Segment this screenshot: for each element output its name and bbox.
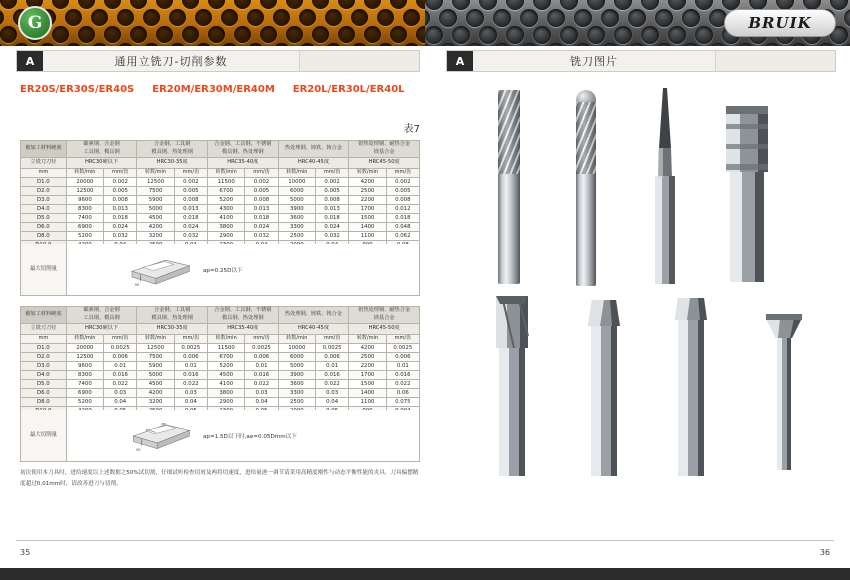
table-cell: 2200 (349, 361, 386, 370)
max-cut-text-1: ap=0.25D以下 (203, 267, 243, 274)
table-row (21, 352, 420, 361)
table-unit-header: 转数/min (137, 334, 174, 343)
table-row (21, 223, 420, 232)
table-cell: 0.01 (174, 361, 207, 370)
table-cell: 0.022 (386, 380, 419, 389)
table-cell: 6900 (66, 389, 103, 398)
table-cell: 5000 (137, 204, 174, 213)
table-cell: 0.005 (245, 186, 278, 195)
table-row (21, 398, 420, 407)
table-cell: 0.024 (316, 223, 349, 232)
table-cell: 0.016 (386, 370, 419, 379)
table-unit-header: mm/齿 (386, 168, 419, 177)
table-unit-header: 转数/min (66, 168, 103, 177)
table-unit-header: mm/齿 (245, 168, 278, 177)
table-cell: 12500 (66, 352, 103, 361)
table-cell: 0.013 (316, 204, 349, 213)
table-cell: 1100 (349, 398, 386, 407)
table-cell: 4100 (207, 214, 244, 223)
table-group-header: 热处理钢、铸铁、铸合金 (278, 307, 349, 324)
series-code-s: ER20S/ER30S/ER40S (20, 84, 135, 95)
table-cell: 0.005 (174, 186, 207, 195)
svg-text:ap: ap (136, 447, 141, 452)
table-cell: D4.0 (21, 204, 67, 213)
table-cell: 0.008 (316, 195, 349, 204)
table-cell: 5000 (137, 370, 174, 379)
series-code-l: ER20L/ER30L/ER40L (292, 84, 405, 95)
table-cell: 0.002 (174, 177, 207, 186)
table-sub-header: 立铣刀刀径 (21, 157, 67, 168)
table-unit-header: mm/齿 (245, 334, 278, 343)
table-cell: 5900 (137, 361, 174, 370)
table-cell: 0.024 (174, 223, 207, 232)
header-tail-right (715, 51, 835, 71)
table-cell: 10000 (278, 177, 315, 186)
table-sub-header: HRC35-40度 (207, 323, 278, 334)
table-row (21, 204, 420, 213)
top-banner (0, 0, 850, 46)
ball-mill-shank (576, 174, 596, 286)
svg-text:ap: ap (134, 281, 140, 286)
header-tail-left (299, 51, 419, 71)
table-cell: 1400 (349, 389, 386, 398)
end-mill-shank (498, 174, 520, 284)
table-cell: 4200 (349, 343, 386, 352)
table-group-header: 碳素钢、合金钢 工具钢、模具钢 (66, 141, 137, 158)
table-cell: 0.04 (245, 398, 278, 407)
series-code-row (20, 84, 420, 95)
table-cell: 0.002 (386, 177, 419, 186)
table-cell: 3600 (278, 214, 315, 223)
table-cell: 0.022 (245, 380, 278, 389)
roughing-end-mill (724, 106, 770, 286)
table-group-header: 铝热处理钢、耐热合金 镁基合金 (349, 307, 420, 324)
table-cell: 2500 (278, 232, 315, 241)
table-cell: D5.0 (21, 380, 67, 389)
table-group-header: 碳素钢、合金钢 工具钢、模具钢 (66, 307, 137, 324)
table-cell: 20000 (66, 343, 103, 352)
page-number-right: 36 (819, 548, 830, 557)
table-cell: D6.0 (21, 223, 67, 232)
table-cell: 5200 (66, 398, 103, 407)
table-cell: 4500 (137, 380, 174, 389)
table-cell: 1500 (349, 380, 386, 389)
table-cell: 11500 (207, 177, 244, 186)
table-row (21, 370, 420, 379)
table-cell: 0.018 (174, 214, 207, 223)
series-code-m: ER20M/ER30M/ER40M (152, 84, 275, 95)
slot-drill-body (494, 296, 530, 476)
table-cell: 11500 (207, 343, 244, 352)
table-row (21, 232, 420, 241)
table-group-header: 合金钢、工具钢 模具钢、热处理钢 (137, 307, 208, 324)
ball-mill-flutes (576, 102, 596, 176)
table-cell: 4300 (207, 204, 244, 213)
table-cell: 3800 (207, 223, 244, 232)
table-caption: 表7 (403, 124, 420, 135)
table-sub-header: HRC45-50度 (349, 323, 420, 334)
table-cell: D4.0 (21, 370, 67, 379)
table-cell: 6900 (66, 223, 103, 232)
company-logo-icon: G (18, 6, 52, 40)
table-unit-header: 转数/min (349, 168, 386, 177)
cutting-parameters-table-1 (20, 140, 420, 260)
table-cell: 0.016 (316, 370, 349, 379)
tapered-end-mill (652, 88, 678, 288)
table-cell: D6.0 (21, 389, 67, 398)
svg-text:ae: ae (161, 421, 166, 426)
table-cell: D3.0 (21, 361, 67, 370)
end-mill-flutes (498, 90, 520, 176)
table-cell: 6700 (207, 186, 244, 195)
table-cell: 1400 (349, 223, 386, 232)
table-cell: 0.04 (104, 398, 137, 407)
slot-milling-diagram-ap (125, 253, 195, 287)
table-unit-header: mm/齿 (386, 334, 419, 343)
table-cell: 3900 (278, 370, 315, 379)
table-unit-header: mm/齿 (174, 334, 207, 343)
table-cell: 0.022 (174, 380, 207, 389)
table-cell: D1.0 (21, 343, 67, 352)
table-cell: D2.0 (21, 186, 67, 195)
table-unit-header: 转数/min (137, 168, 174, 177)
table-cell: 20000 (66, 177, 103, 186)
table-unit-header: mm/齿 (104, 334, 137, 343)
table-group-header: 合金钢、工具钢、不锈钢 模具钢、热处理钢 (207, 141, 278, 158)
table-cell: 5000 (278, 195, 315, 204)
table-cell: 0.008 (174, 195, 207, 204)
table-cell: 0.018 (104, 214, 137, 223)
table-sub-header: 立铣刀刀径 (21, 323, 67, 334)
max-cut-label-1: 最大切削量 (21, 244, 67, 295)
table-sub-header: HRC45-50度 (349, 157, 420, 168)
table-cell: 0.006 (316, 352, 349, 361)
table-cell: 0.075 (386, 398, 419, 407)
table-cell: 2500 (349, 352, 386, 361)
table-cell: 8300 (66, 370, 103, 379)
table-cell: 3800 (207, 389, 244, 398)
table-sub-header: HRC40-45度 (278, 323, 349, 334)
table-cell: D8.0 (21, 398, 67, 407)
bottom-black-bar (0, 568, 850, 580)
table-cell: 4500 (207, 370, 244, 379)
table-cell: 7500 (137, 186, 174, 195)
table-unit-header: mm/齿 (316, 168, 349, 177)
tapered-mill-body (652, 88, 678, 284)
table-unit-header: 转数/min (349, 334, 386, 343)
table-cell: 0.013 (174, 204, 207, 213)
table-cell: 0.062 (386, 232, 419, 241)
table-cell: 5200 (207, 361, 244, 370)
table-cell: 7500 (137, 352, 174, 361)
table-sub-header: HRC30-35度 (137, 323, 208, 334)
table-sub-header: HRC35-40度 (207, 157, 278, 168)
table-unit-header: 转数/min (66, 334, 103, 343)
table-cell: 0.008 (245, 195, 278, 204)
corner-radius-mill-body (674, 298, 708, 476)
table-cell: 0.005 (104, 186, 137, 195)
table-cell: 3900 (278, 204, 315, 213)
table-cell: 4200 (137, 223, 174, 232)
table-cell: 12500 (137, 177, 174, 186)
table-cell: 6700 (207, 352, 244, 361)
table-cell: 7400 (66, 380, 103, 389)
table-row (21, 177, 420, 186)
t-slot-cutter-body (764, 312, 804, 470)
table-cell: 1700 (349, 204, 386, 213)
table-cell: 5900 (137, 195, 174, 204)
table-cell: 0.0025 (245, 343, 278, 352)
table-cell: 0.0025 (104, 343, 137, 352)
table-cell: 0.0025 (174, 343, 207, 352)
table-cell: D1.0 (21, 177, 67, 186)
table-sub-header: HRC40-45度 (278, 157, 349, 168)
table-sub-header: HRC30硬以下 (66, 323, 137, 334)
table-cell: 0.04 (316, 398, 349, 407)
drilled-steel-plate-photo (425, 0, 850, 46)
table-group-header: 合金钢、工具钢 模具钢、热处理钢 (137, 141, 208, 158)
table-cell: 0.022 (104, 380, 137, 389)
roughing-mill-body (724, 106, 770, 282)
chamfer-mill-body (586, 300, 622, 476)
side-milling-diagram-ap-ae (125, 419, 195, 453)
table-cell: 0.002 (316, 177, 349, 186)
table-row (21, 389, 420, 398)
table-cell: 0.006 (174, 352, 207, 361)
table-cell: 0.018 (316, 214, 349, 223)
table-cell: 0.006 (104, 352, 137, 361)
table-cell: 10000 (278, 343, 315, 352)
hole-pattern-orange (0, 0, 425, 46)
table-cell: 0.008 (386, 195, 419, 204)
table-cell: 0.006 (245, 352, 278, 361)
table-cell: 0.01 (104, 361, 137, 370)
table-cell: 9600 (66, 195, 103, 204)
max-cut-text-2: ap=1.5D以下时,ae=0.05Dmm以下 (203, 433, 297, 440)
table-cell: 0.032 (104, 232, 137, 241)
page-number-left: 35 (20, 548, 31, 557)
table-cell: 5200 (66, 232, 103, 241)
table-cell: 1500 (349, 214, 386, 223)
table-group-header: 合金钢、工具钢、不锈钢 模具钢、热处理钢 (207, 307, 278, 324)
left-section-tag: A (17, 51, 43, 71)
table-cell: 0.032 (316, 232, 349, 241)
table-cell: 4200 (349, 177, 386, 186)
table-cell: 3200 (137, 232, 174, 241)
table-unit-header: mm (21, 168, 67, 177)
table-cell: 0.03 (104, 389, 137, 398)
table-cell: 2500 (349, 186, 386, 195)
left-section-header (16, 50, 420, 72)
table-cell: D5.0 (21, 214, 67, 223)
max-cut-note-2 (20, 410, 420, 462)
table-unit-header: 转数/min (278, 334, 315, 343)
table-cell: 4200 (137, 389, 174, 398)
table-cell: 8300 (66, 204, 103, 213)
table-cell: 0.032 (245, 232, 278, 241)
table-cell: 12500 (66, 186, 103, 195)
table-cell: 0.0025 (386, 343, 419, 352)
table-cell: 1100 (349, 232, 386, 241)
table-cell: 2900 (207, 398, 244, 407)
table-cell: D3.0 (21, 195, 67, 204)
table-row (21, 214, 420, 223)
table-cell: 0.024 (104, 223, 137, 232)
table-cell: 0.018 (245, 214, 278, 223)
table-cell: 6000 (278, 352, 315, 361)
table-cell: 0.016 (245, 370, 278, 379)
table-cell: 0.008 (104, 195, 137, 204)
t-slot-cutter (764, 312, 804, 474)
table-cell: 0.022 (316, 380, 349, 389)
max-cut-label-2: 最大切削量 (21, 410, 67, 461)
table-cell: 0.013 (104, 204, 137, 213)
table-unit-header: mm/齿 (174, 168, 207, 177)
table-cell: 5000 (278, 361, 315, 370)
table-cell: 9600 (66, 361, 103, 370)
table-cell: 0.01 (245, 361, 278, 370)
table-cell: 0.06 (386, 389, 419, 398)
brand-logo: BRUIK (724, 9, 836, 37)
table-unit-header: mm/齿 (104, 168, 137, 177)
table-cell: 0.01 (386, 361, 419, 370)
drilled-orange-plate-photo (0, 0, 425, 46)
table-row (21, 343, 420, 352)
chamfer-end-mill (586, 300, 622, 480)
tool-photo-grid (446, 84, 836, 484)
table-cell: 3300 (278, 389, 315, 398)
table-row (21, 361, 420, 370)
table-unit-header: mm (21, 334, 67, 343)
corner-radius-end-mill (674, 298, 708, 480)
table-cell: 2900 (207, 232, 244, 241)
table-row (21, 186, 420, 195)
table-group-header: 被加工材料硬度 (21, 307, 67, 324)
table-unit-header: 转数/min (207, 168, 244, 177)
table-row (21, 380, 420, 389)
right-section-tag: A (447, 51, 473, 71)
table-unit-header: mm/齿 (316, 334, 349, 343)
2-flute-slot-drill (494, 296, 530, 480)
right-section-header (446, 50, 836, 72)
table-cell: 0.016 (104, 370, 137, 379)
table-cell: D8.0 (21, 232, 67, 241)
cutting-parameters-table-2 (20, 306, 420, 426)
table-cell: 0.01 (316, 361, 349, 370)
table-cell: 0.012 (386, 204, 419, 213)
table-cell: 4100 (207, 380, 244, 389)
table-cell: 5200 (207, 195, 244, 204)
table-unit-header: 转数/min (278, 168, 315, 177)
left-section-title: 通用立铣刀-切削参数 (114, 55, 228, 68)
table-cell: 2200 (349, 195, 386, 204)
table-cell: 0.005 (316, 186, 349, 195)
table-cell: 2500 (278, 398, 315, 407)
table-cell: 0.0025 (316, 343, 349, 352)
max-cut-figure-1 (67, 253, 419, 287)
table-cell: 0.024 (245, 223, 278, 232)
table-cell: 0.016 (174, 370, 207, 379)
table-cell: 0.006 (386, 352, 419, 361)
footer-divider (16, 540, 834, 541)
table-cell: 1700 (349, 370, 386, 379)
table-cell: 0.002 (245, 177, 278, 186)
table-row (21, 195, 420, 204)
table-group-header: 铝热处理钢、耐热合金 镁基合金 (349, 141, 420, 158)
table-cell: 12500 (137, 343, 174, 352)
table-cell: 6000 (278, 186, 315, 195)
table-cell: 0.005 (386, 186, 419, 195)
table-cell: D2.0 (21, 352, 67, 361)
table-group-header: 被加工材料硬度 (21, 141, 67, 158)
table-cell: 0.032 (174, 232, 207, 241)
table-cell: 3600 (278, 380, 315, 389)
table-cell: 0.04 (174, 398, 207, 407)
footnote-text: 初次使用本刀具时，进给速度以上述数据之50%试切割，仔细试听检查切屑及两将切速度，进给量逐一调节请采用高精度刚性与动态平衡性能的夹具，刀具偏摆精度超过0.01mm时，请改善进刀与切削。 (20, 470, 419, 487)
table-cell: 0.018 (386, 214, 419, 223)
table-unit-header: 转数/min (207, 334, 244, 343)
table-cell: 4500 (137, 214, 174, 223)
table-cell: 3300 (278, 223, 315, 232)
table-cell: 0.048 (386, 223, 419, 232)
table-cell: 0.03 (245, 389, 278, 398)
right-section-title: 铣刀图片 (570, 55, 618, 68)
max-cut-figure-2 (67, 419, 419, 453)
table-sub-header: HRC30-35度 (137, 157, 208, 168)
max-cut-note-1 (20, 244, 420, 296)
table-cell: 3200 (137, 398, 174, 407)
table-cell: 0.03 (174, 389, 207, 398)
table-cell: 0.03 (316, 389, 349, 398)
table-group-header: 热处理钢、铸铁、铸合金 (278, 141, 349, 158)
table-cell: 0.002 (104, 177, 137, 186)
table-sub-header: HRC30硬以下 (66, 157, 137, 168)
table-cell: 0.013 (245, 204, 278, 213)
table-cell: 7400 (66, 214, 103, 223)
